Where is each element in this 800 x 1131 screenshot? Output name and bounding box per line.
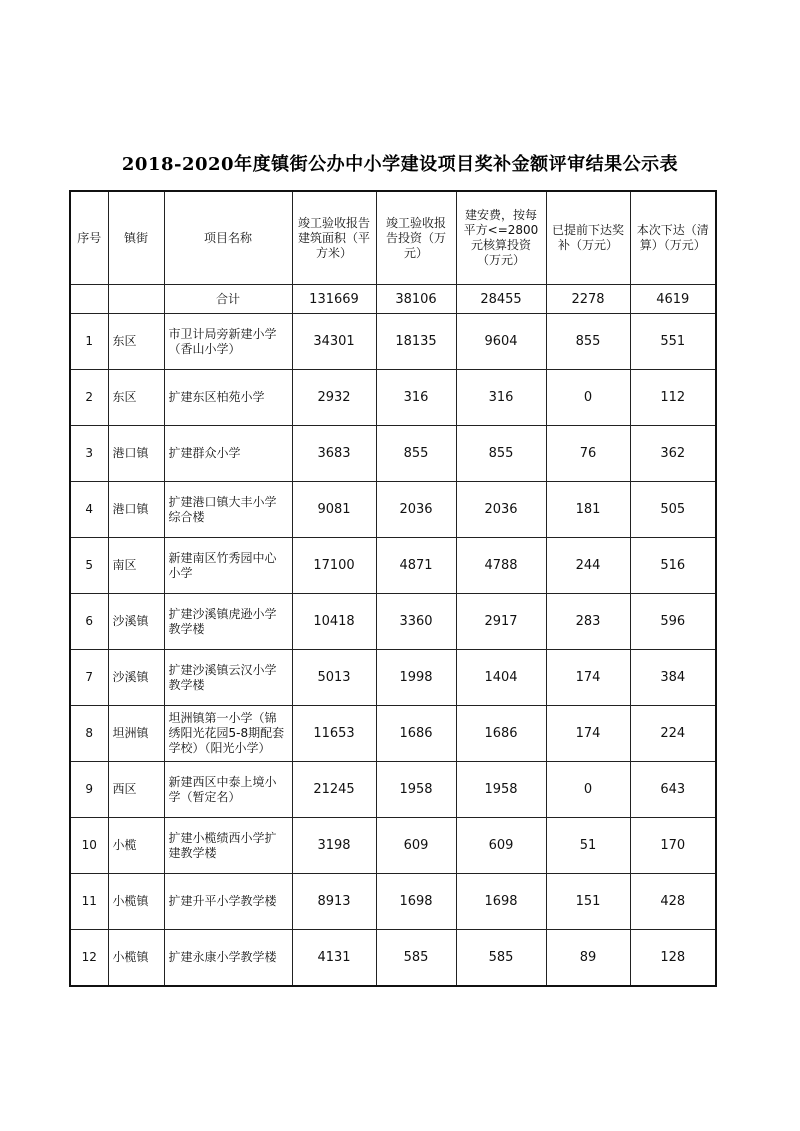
table-row [70,930,716,987]
row-current: 128 [630,930,716,987]
row-town: 小榄镇 [108,874,164,930]
row-current: 551 [630,314,716,370]
header-project: 项目名称 [164,191,292,285]
table-row [70,762,716,818]
row-advance: 283 [546,594,630,650]
total-current: 4619 [630,285,716,314]
row-town: 坦洲镇 [108,706,164,762]
row-project: 市卫计局旁新建小学（香山小学） [164,314,292,370]
row-advance: 181 [546,482,630,538]
table-row [70,874,716,930]
row-current: 170 [630,818,716,874]
row-area: 21245 [292,762,376,818]
row-project: 扩建东区柏苑小学 [164,370,292,426]
results-table [69,190,717,987]
total-label: 合计 [164,285,292,314]
row-area: 9081 [292,482,376,538]
total-row [70,285,716,314]
table-row [70,482,716,538]
row-investment: 585 [376,930,456,987]
row-advance: 244 [546,538,630,594]
row-investment: 3360 [376,594,456,650]
header-town: 镇街 [108,191,164,285]
row-town: 小榄镇 [108,930,164,987]
row-town: 港口镇 [108,482,164,538]
row-current: 384 [630,650,716,706]
header-index: 序号 [70,191,108,285]
row-index: 11 [70,874,108,930]
table-row [70,426,716,482]
table-row [70,706,716,762]
row-project: 新建西区中泰上境小学（暂定名） [164,762,292,818]
row-town: 沙溪镇 [108,650,164,706]
row-area: 17100 [292,538,376,594]
row-advance: 151 [546,874,630,930]
row-area: 5013 [292,650,376,706]
row-index: 12 [70,930,108,987]
row-area: 34301 [292,314,376,370]
row-index: 2 [70,370,108,426]
table-row [70,650,716,706]
row-investment: 1698 [376,874,456,930]
row-investment: 2036 [376,482,456,538]
row-area: 8913 [292,874,376,930]
header-calc: 建安费，按每平方<=2800元核算投资（万元） [456,191,546,285]
total-area: 131669 [292,285,376,314]
row-investment: 1958 [376,762,456,818]
row-current: 224 [630,706,716,762]
row-calc: 1958 [456,762,546,818]
row-calc: 4788 [456,538,546,594]
row-advance: 0 [546,762,630,818]
row-advance: 76 [546,426,630,482]
row-calc: 2036 [456,482,546,538]
row-investment: 1686 [376,706,456,762]
row-town: 小榄 [108,818,164,874]
row-calc: 855 [456,426,546,482]
row-calc: 316 [456,370,546,426]
row-town: 西区 [108,762,164,818]
table-row [70,370,716,426]
row-town: 港口镇 [108,426,164,482]
row-index: 5 [70,538,108,594]
row-town: 东区 [108,370,164,426]
header-row [70,191,716,285]
page-title: 2018-2020年度镇街公办中小学建设项目奖补金额评审结果公示表 [121,154,679,175]
row-investment: 1998 [376,650,456,706]
row-calc: 9604 [456,314,546,370]
row-area: 10418 [292,594,376,650]
row-project: 扩建群众小学 [164,426,292,482]
row-index: 7 [70,650,108,706]
table-row [70,818,716,874]
row-investment: 609 [376,818,456,874]
total-calc: 28455 [456,285,546,314]
total-town-cell [108,285,164,314]
row-advance: 174 [546,706,630,762]
row-index: 10 [70,818,108,874]
table-row [70,314,716,370]
row-calc: 1686 [456,706,546,762]
row-calc: 585 [456,930,546,987]
row-advance: 855 [546,314,630,370]
total-index-cell [70,285,108,314]
header-investment: 竣工验收报告投资（万元） [376,191,456,285]
row-index: 9 [70,762,108,818]
row-current: 362 [630,426,716,482]
row-index: 4 [70,482,108,538]
header-area: 竣工验收报告建筑面积（平方米） [292,191,376,285]
row-index: 1 [70,314,108,370]
row-town: 东区 [108,314,164,370]
row-index: 6 [70,594,108,650]
row-advance: 174 [546,650,630,706]
row-town: 沙溪镇 [108,594,164,650]
row-current: 596 [630,594,716,650]
table-row [70,538,716,594]
row-project: 坦洲镇第一小学（锦绣阳光花园5-8期配套学校）（阳光小学） [164,706,292,762]
row-current: 516 [630,538,716,594]
row-calc: 1404 [456,650,546,706]
row-current: 505 [630,482,716,538]
row-project: 扩建升平小学教学楼 [164,874,292,930]
row-advance: 0 [546,370,630,426]
header-current: 本次下达（清算）（万元） [630,191,716,285]
row-investment: 316 [376,370,456,426]
table-row [70,594,716,650]
row-project: 扩建沙溪镇云汉小学教学楼 [164,650,292,706]
row-project: 扩建沙溪镇虎逊小学教学楼 [164,594,292,650]
row-area: 3683 [292,426,376,482]
header-advance: 已提前下达奖补（万元） [546,191,630,285]
row-current: 428 [630,874,716,930]
row-area: 3198 [292,818,376,874]
row-current: 643 [630,762,716,818]
row-index: 8 [70,706,108,762]
row-project: 新建南区竹秀园中心小学 [164,538,292,594]
total-advance: 2278 [546,285,630,314]
row-area: 2932 [292,370,376,426]
row-calc: 2917 [456,594,546,650]
row-project: 扩建小榄绩西小学扩建教学楼 [164,818,292,874]
row-project: 扩建永康小学教学楼 [164,930,292,987]
row-area: 11653 [292,706,376,762]
row-investment: 855 [376,426,456,482]
row-calc: 609 [456,818,546,874]
total-investment: 38106 [376,285,456,314]
row-town: 南区 [108,538,164,594]
row-investment: 18135 [376,314,456,370]
row-advance: 51 [546,818,630,874]
row-calc: 1698 [456,874,546,930]
row-investment: 4871 [376,538,456,594]
row-area: 4131 [292,930,376,987]
row-current: 112 [630,370,716,426]
row-project: 扩建港口镇大丰小学综合楼 [164,482,292,538]
row-advance: 89 [546,930,630,987]
row-index: 3 [70,426,108,482]
